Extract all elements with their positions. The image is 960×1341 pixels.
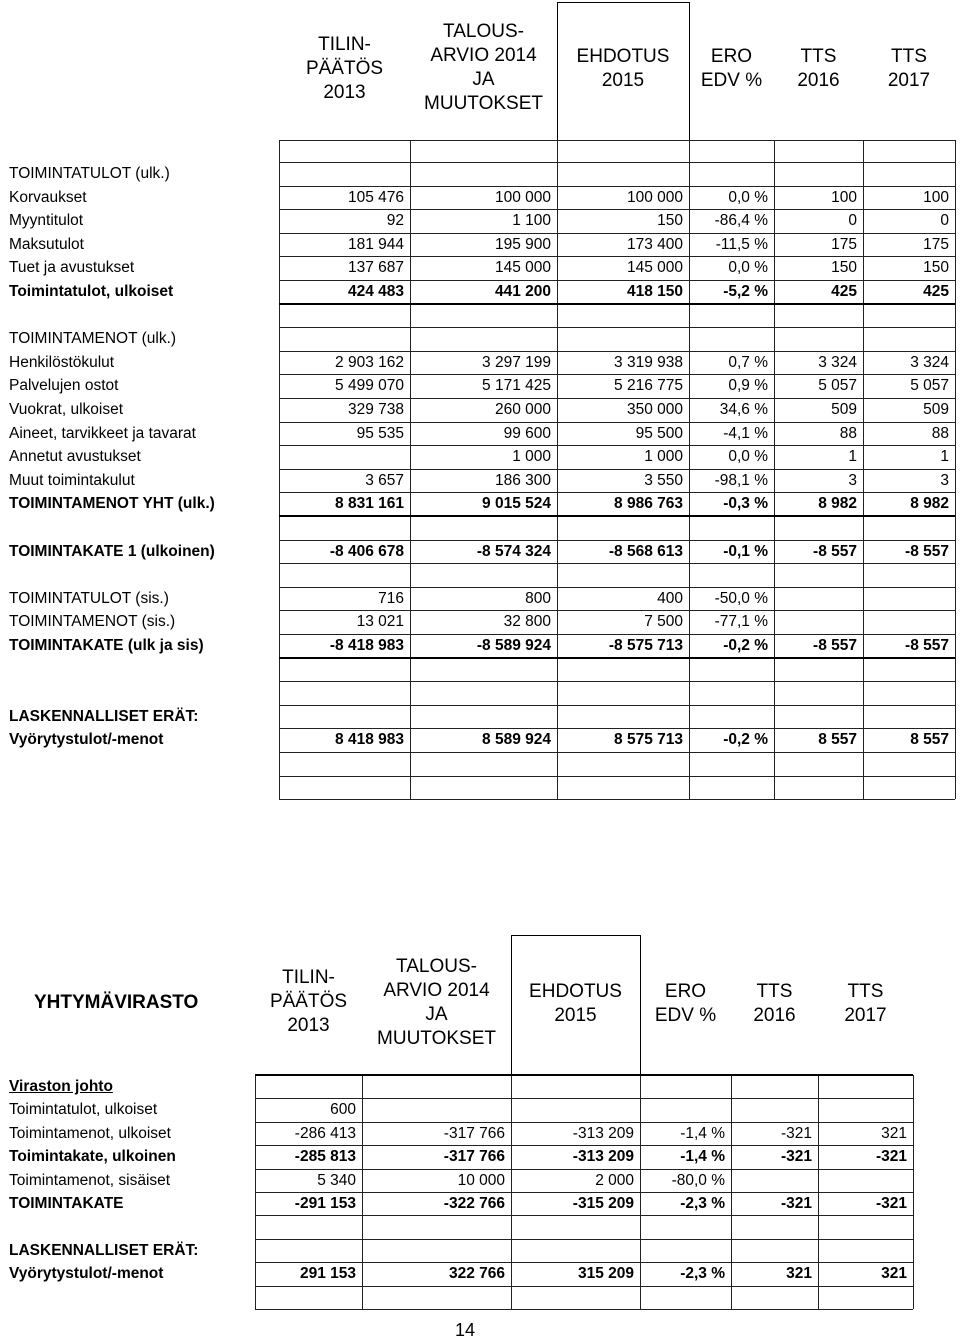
column-header: ERO EDV % <box>700 46 763 91</box>
table-cell: 0,7 % <box>728 354 768 371</box>
table-cell: 0,0 % <box>728 448 768 465</box>
grid-line <box>255 1262 913 1263</box>
table-cell: 5 216 775 <box>614 377 683 394</box>
table-cell: 1 <box>848 448 857 465</box>
table-cell: 8 557 <box>910 731 949 748</box>
table-cell: -321 <box>875 1195 907 1212</box>
column-header: TILIN- PÄÄTÖS 2013 <box>305 34 384 103</box>
row-label: TOIMINTAMENOT YHT (ulk.) <box>9 495 215 512</box>
grid-line <box>410 140 411 799</box>
table-cell: 10 000 <box>457 1172 505 1189</box>
row-label: Viraston johto <box>9 1078 113 1095</box>
grid-line <box>863 140 864 799</box>
table-cell: -8 557 <box>905 637 949 654</box>
grid-line <box>955 140 956 799</box>
table-cell: 321 <box>881 1265 907 1282</box>
row-label: Annetut avustukset <box>9 448 141 465</box>
table-cell: 100 000 <box>626 189 683 206</box>
table-cell: -8 418 983 <box>329 637 404 654</box>
table-cell: 32 800 <box>503 613 551 630</box>
table-cell: 509 <box>923 401 949 418</box>
grid-line <box>557 2 558 140</box>
grid-line <box>279 469 955 470</box>
table-cell: 88 <box>839 425 857 442</box>
table-cell: 800 <box>525 590 551 607</box>
table-cell: -5,2 % <box>723 283 768 300</box>
table-cell: 100 <box>831 189 857 206</box>
table-cell: 5 340 <box>317 1172 356 1189</box>
table-cell: 400 <box>657 590 683 607</box>
table-cell: 329 738 <box>347 401 404 418</box>
table-cell: 186 300 <box>494 472 551 489</box>
table-cell: -8 557 <box>905 543 949 560</box>
grid-line <box>640 1075 641 1309</box>
table-cell: 34,6 % <box>719 401 768 418</box>
table-cell: 105 476 <box>347 189 404 206</box>
grid-line <box>279 492 955 493</box>
table-cell: -2,3 % <box>680 1195 725 1212</box>
table-cell: -1,4 % <box>680 1125 725 1142</box>
grid-line <box>279 540 955 541</box>
row-label: TOIMINTAMENOT (ulk.) <box>9 330 177 347</box>
row-label: Muut toimintakulut <box>9 472 135 489</box>
grid-line <box>255 1145 913 1146</box>
table-cell: 5 171 425 <box>482 377 551 394</box>
table-cell: 8 982 <box>818 495 857 512</box>
grid-line <box>279 681 955 682</box>
table-cell: 95 535 <box>356 425 404 442</box>
column-header: TILIN- PÄÄTÖS 2013 <box>269 967 348 1036</box>
table-cell: 8 418 983 <box>335 731 404 748</box>
table-cell: 100 <box>923 189 949 206</box>
row-label: TOIMINTAMENOT (sis.) <box>9 613 176 630</box>
table-cell: 8 831 161 <box>335 495 404 512</box>
row-label: TOIMINTAKATE (ulk ja sis) <box>9 637 204 654</box>
column-header: TTS 2017 <box>844 981 887 1026</box>
table-cell: 3 324 <box>818 354 857 371</box>
table-cell: 2 903 162 <box>335 354 404 371</box>
table-cell: -8 557 <box>813 637 857 654</box>
table-cell: 8 557 <box>818 731 857 748</box>
table-cell: -286 413 <box>294 1125 356 1142</box>
table-cell: 3 550 <box>644 472 683 489</box>
table-cell: 0 <box>940 212 949 229</box>
table-cell: 8 986 763 <box>614 495 683 512</box>
grid-line <box>279 515 955 517</box>
grid-line <box>774 140 775 799</box>
table-cell: 175 <box>923 236 949 253</box>
grid-line <box>362 1075 363 1309</box>
table-cell: 195 900 <box>494 236 551 253</box>
row-label: Vuokrat, ulkoiset <box>9 401 124 418</box>
section-title: YHTYMÄVIRASTO <box>34 992 199 1013</box>
row-label: Toimintatulot, ulkoiset <box>9 1101 158 1118</box>
table-cell: 0,9 % <box>728 377 768 394</box>
table-cell: -4,1 % <box>723 425 768 442</box>
table-cell: 600 <box>330 1101 356 1118</box>
grid-line <box>557 140 558 799</box>
grid-line <box>279 776 955 777</box>
row-label: Henkilöstökulut <box>9 354 115 371</box>
grid-line <box>279 351 955 352</box>
table-cell: 145 000 <box>626 259 683 276</box>
table-cell: -98,1 % <box>714 472 768 489</box>
column-header: ERO EDV % <box>654 981 717 1026</box>
table-cell: 181 944 <box>347 236 404 253</box>
table-cell: 175 <box>831 236 857 253</box>
table-cell: -77,1 % <box>714 613 768 630</box>
table-cell: 13 021 <box>356 613 404 630</box>
grid-line <box>279 398 955 399</box>
page-number: 14 <box>455 1320 476 1340</box>
table-cell: 9 015 524 <box>482 495 551 512</box>
table-cell: 88 <box>931 425 949 442</box>
grid-line <box>279 233 955 234</box>
grid-line <box>255 1169 913 1170</box>
table-cell: -86,4 % <box>714 212 768 229</box>
table-cell: -317 766 <box>443 1125 505 1142</box>
table-cell: 150 <box>831 259 857 276</box>
table-cell: 418 150 <box>626 283 683 300</box>
grid-line <box>279 657 955 659</box>
table-cell: -317 766 <box>443 1148 505 1165</box>
table-cell: 5 057 <box>910 377 949 394</box>
table-cell: 5 057 <box>818 377 857 394</box>
column-header: TALOUS- ARVIO 2014 JA MUUTOKSET <box>377 956 496 1049</box>
column-header: EHDOTUS 2015 <box>529 981 622 1026</box>
grid-line <box>279 303 955 305</box>
grid-line <box>279 280 955 281</box>
row-label: LASKENNALLISET ERÄT: <box>9 1242 199 1259</box>
grid-line <box>255 1239 913 1240</box>
grid-line <box>279 634 955 635</box>
table-cell: 145 000 <box>494 259 551 276</box>
table-cell: 424 483 <box>347 283 404 300</box>
grid-line <box>279 445 955 446</box>
grid-line <box>640 935 641 1075</box>
table-cell: -8 574 324 <box>476 543 551 560</box>
row-label: Toimintamenot, ulkoiset <box>9 1125 171 1142</box>
table-cell: 315 209 <box>577 1265 634 1282</box>
grid-line <box>689 2 690 140</box>
grid-line <box>511 1075 512 1309</box>
grid-line <box>279 422 955 423</box>
table-cell: -8 568 613 <box>608 543 683 560</box>
row-label: TOIMINTATULOT (sis.) <box>9 590 169 607</box>
grid-line <box>255 1309 913 1310</box>
row-label: TOIMINTAKATE 1 (ulkoinen) <box>9 543 215 560</box>
grid-line <box>279 186 955 187</box>
grid-line <box>279 374 955 375</box>
table-cell: -321 <box>780 1195 812 1212</box>
grid-line <box>255 1098 913 1099</box>
column-header: TTS 2016 <box>797 46 840 91</box>
grid-line <box>279 327 955 328</box>
table-cell: -8 557 <box>813 543 857 560</box>
table-cell: 8 589 924 <box>482 731 551 748</box>
table-cell: 3 <box>848 472 857 489</box>
grid-line <box>279 563 955 564</box>
table-cell: -0,2 % <box>723 731 768 748</box>
table-cell: 7 500 <box>644 613 683 630</box>
row-label: Korvaukset <box>9 189 87 206</box>
table-cell: 99 600 <box>503 425 551 442</box>
table-cell: 3 319 938 <box>614 354 683 371</box>
row-label: Aineet, tarvikkeet ja tavarat <box>9 425 196 442</box>
table-cell: -315 209 <box>572 1195 634 1212</box>
table-cell: -50,0 % <box>714 590 768 607</box>
table-cell: -313 209 <box>572 1148 634 1165</box>
table-cell: -321 <box>780 1148 812 1165</box>
row-label: Toimintakate, ulkoinen <box>9 1148 176 1165</box>
grid-line <box>255 1192 913 1193</box>
row-label: Toimintatulot, ulkoiset <box>9 283 174 300</box>
grid-line <box>279 162 955 163</box>
grid-line <box>731 1075 732 1309</box>
column-header: EHDOTUS 2015 <box>576 46 670 91</box>
row-label: Toimintamenot, sisäiset <box>9 1172 171 1189</box>
table-cell: 5 499 070 <box>335 377 404 394</box>
grid-line <box>511 935 640 936</box>
grid-line <box>279 256 955 257</box>
grid-line <box>279 610 955 611</box>
table-cell: 137 687 <box>347 259 404 276</box>
table-cell: 1 000 <box>512 448 551 465</box>
column-header: TALOUS- ARVIO 2014 JA MUUTOKSET <box>424 21 543 114</box>
table-cell: 1 000 <box>644 448 683 465</box>
table-cell: 321 <box>881 1125 907 1142</box>
table-cell: -0,2 % <box>723 637 768 654</box>
grid-line <box>279 728 955 729</box>
table-cell: 3 297 199 <box>482 354 551 371</box>
table-cell: 2 000 <box>595 1172 634 1189</box>
grid-line <box>279 587 955 588</box>
table-cell: -285 813 <box>294 1148 356 1165</box>
table-cell: 350 000 <box>626 401 683 418</box>
table-cell: -322 766 <box>443 1195 505 1212</box>
table-cell: 716 <box>378 590 404 607</box>
grid-line <box>557 2 689 3</box>
table-cell: 8 575 713 <box>614 731 683 748</box>
table-cell: -0,3 % <box>723 495 768 512</box>
table-cell: 1 <box>940 448 949 465</box>
table-cell: 8 982 <box>910 495 949 512</box>
table-cell: 0,0 % <box>728 259 768 276</box>
grid-line <box>818 1075 819 1309</box>
row-label: Myyntitulot <box>9 212 84 229</box>
table-cell: 100 000 <box>494 189 551 206</box>
table-cell: 150 <box>923 259 949 276</box>
table-cell: 3 324 <box>910 354 949 371</box>
table-cell: 509 <box>831 401 857 418</box>
table-cell: -313 209 <box>572 1125 634 1142</box>
row-label: TOIMINTAKATE <box>9 1195 124 1212</box>
table-cell: -321 <box>780 1125 812 1142</box>
row-label: TOIMINTATULOT (ulk.) <box>9 165 170 182</box>
table-cell: -2,3 % <box>680 1265 725 1282</box>
grid-line <box>279 140 280 799</box>
grid-line <box>255 1215 913 1216</box>
table-cell: 322 766 <box>448 1265 505 1282</box>
table-cell: 291 153 <box>299 1265 356 1282</box>
table-cell: -8 575 713 <box>608 637 683 654</box>
grid-line <box>279 752 955 753</box>
row-label: Vyörytystulot/-menot <box>9 731 164 748</box>
table-cell: 3 <box>940 472 949 489</box>
row-label: Tuet ja avustukset <box>9 259 135 276</box>
table-cell: -321 <box>875 1148 907 1165</box>
table-cell: 92 <box>386 212 404 229</box>
table-cell: 173 400 <box>626 236 683 253</box>
row-label: Maksutulot <box>9 236 84 253</box>
column-header: TTS 2017 <box>887 46 931 91</box>
grid-line <box>279 705 955 706</box>
table-cell: 0,0 % <box>728 189 768 206</box>
table-cell: -1,4 % <box>680 1148 725 1165</box>
grid-line <box>255 1286 913 1287</box>
grid-line <box>279 799 955 800</box>
grid-line <box>511 935 512 1075</box>
table-cell: -291 153 <box>294 1195 356 1212</box>
row-label: LASKENNALLISET ERÄT: <box>9 708 199 725</box>
table-cell: 0 <box>848 212 857 229</box>
row-label: Palvelujen ostot <box>9 377 119 394</box>
table-cell: -11,5 % <box>715 236 768 253</box>
grid-line <box>255 1122 913 1123</box>
table-cell: 95 500 <box>635 425 683 442</box>
row-label: Vyörytystulot/-menot <box>9 1265 164 1282</box>
table-cell: 260 000 <box>494 401 551 418</box>
grid-line <box>689 140 690 799</box>
table-cell: 150 <box>657 212 683 229</box>
grid-line <box>279 209 955 210</box>
grid-line <box>255 1075 256 1309</box>
table-cell: 3 657 <box>365 472 404 489</box>
table-cell: 1 100 <box>512 212 551 229</box>
table-cell: -0,1 % <box>723 543 768 560</box>
table-cell: -80,0 % <box>671 1172 725 1189</box>
table-cell: -8 589 924 <box>476 637 551 654</box>
grid-line <box>913 1075 914 1309</box>
table-cell: 321 <box>786 1265 812 1282</box>
table-cell: -8 406 678 <box>329 543 404 560</box>
table-cell: 425 <box>831 283 857 300</box>
column-header: TTS 2016 <box>753 981 796 1026</box>
grid-line <box>279 140 955 141</box>
grid-line <box>255 1074 913 1076</box>
table-cell: 441 200 <box>494 283 551 300</box>
table-cell: 425 <box>923 283 949 300</box>
